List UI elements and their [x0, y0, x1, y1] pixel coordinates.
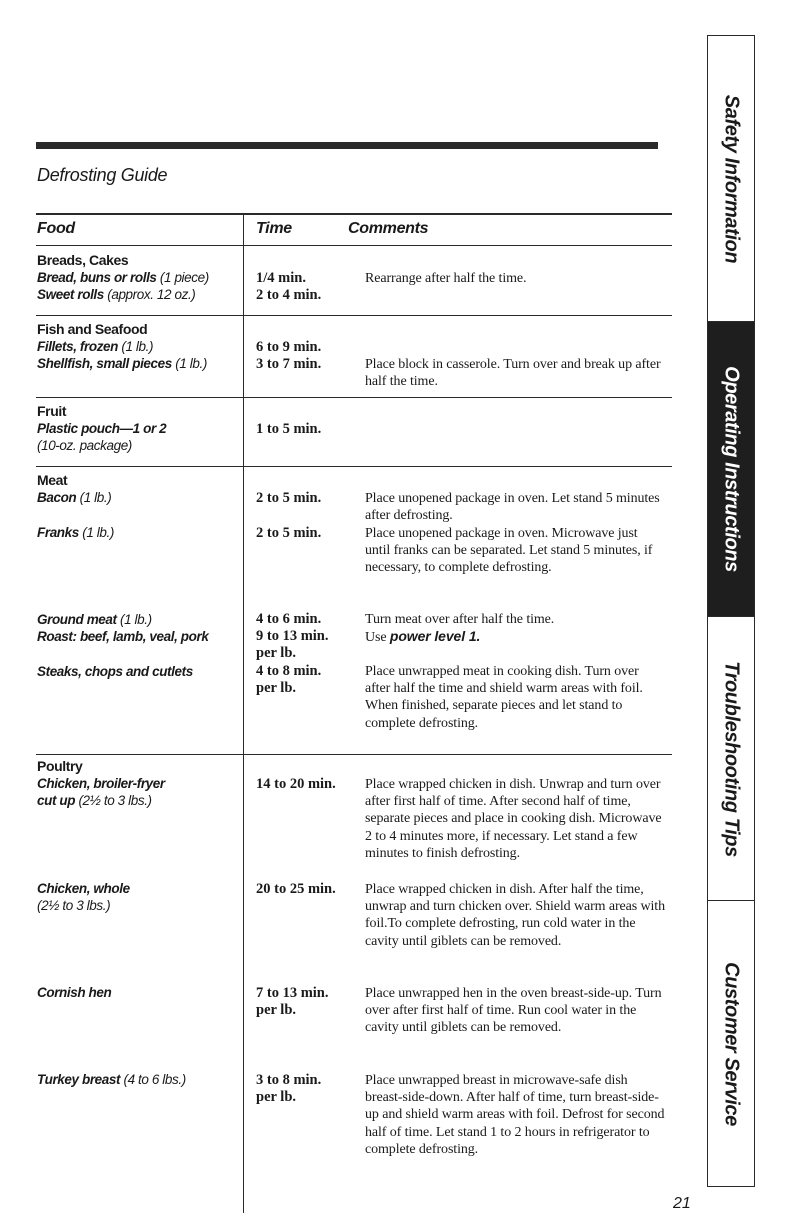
food-ground-meat: Ground meat (1 lb.)	[37, 612, 152, 627]
category-meat: Meat	[37, 472, 68, 488]
column-header-time: Time	[256, 220, 292, 237]
category-fruit: Fruit	[37, 403, 67, 419]
tab-safety-information[interactable]	[707, 35, 755, 322]
time-franks: 2 to 5 min.	[256, 525, 322, 541]
section-rule	[36, 754, 672, 755]
category-breads: Breads, Cakes	[37, 252, 129, 268]
section-rule	[36, 315, 672, 316]
comment-chicken-whole: Place wrapped chicken in dish. After half the time, unwrap and turn chicken over. Shield warm areas with foil.To complete defrosting, run cold water in the cavity until giblets can be removed.	[365, 882, 665, 949]
header-rule	[36, 245, 672, 246]
food-chicken-broiler-cut: cut up (2½ to 3 lbs.)	[37, 793, 152, 808]
comment-bacon: Place unopened package in oven. Let stand 5 minutes after defrosting.	[365, 491, 660, 524]
food-bread-buns-rolls: Bread, buns or rolls (1 piece)	[37, 270, 209, 285]
time-plastic-pouch: 1 to 5 min.	[256, 421, 322, 437]
time-bacon: 2 to 5 min.	[256, 490, 322, 506]
food-cornish-hen: Cornish hen	[37, 985, 112, 1000]
category-poultry: Poultry	[37, 758, 83, 774]
comment-breads: Rearrange after half the time.	[365, 271, 527, 286]
comment-turkey-breast: Place unwrapped breast in microwave-safe dish breast-side-down. After half of time, turn breast-side-up and shield warm areas with foil. Defrost for second half of time. Let stand 1 to 2 hours in refrigerator to complete defrosting.	[365, 1073, 665, 1157]
tab-label: Customer Service	[720, 961, 743, 1126]
time-ground-meat: 4 to 6 min.	[256, 611, 322, 627]
time-chicken-whole: 20 to 25 min.	[256, 881, 336, 897]
page-title: Defrosting Guide	[37, 165, 168, 185]
tab-troubleshooting-tips[interactable]	[707, 616, 755, 901]
food-shellfish: Shellfish, small pieces (1 lb.)	[37, 356, 207, 371]
column-divider	[243, 215, 244, 1213]
table-top-rule	[36, 213, 672, 215]
food-chicken-broiler: Chicken, broiler-fryer	[37, 776, 165, 791]
food-chicken-whole: Chicken, whole	[37, 881, 130, 896]
food-plastic-pouch: Plastic pouch—1 or 2	[37, 421, 167, 436]
section-rule	[36, 397, 672, 398]
tab-label: Troubleshooting Tips	[720, 660, 743, 857]
food-turkey-breast: Turkey breast (4 to 6 lbs.)	[37, 1072, 186, 1087]
food-steaks: Steaks, chops and cutlets	[37, 664, 193, 679]
comment-steaks: Place unwrapped meat in cooking dish. Turn over after half the time and shield warm areas with foil. When finished, separate pieces and let stand to complete defrosting.	[365, 664, 643, 731]
time-bread-buns-rolls: 1/4 min.	[256, 270, 306, 286]
time-roast: 9 to 13 min.	[256, 628, 329, 644]
time-shellfish: 3 to 7 min.	[256, 356, 322, 372]
tab-label: Safety Information	[720, 94, 743, 263]
comment-roast: Use power level 1.	[365, 628, 481, 645]
tab-label: Operating Instructions	[720, 366, 743, 572]
comment-ground-meat: Turn meat over after half the time.	[365, 612, 555, 627]
time-cornish-hen: 7 to 13 min.	[256, 985, 329, 1001]
comment-cornish-hen: Place unwrapped hen in the oven breast-side-up. Turn over after first half of time. Run cool water in the cavity until giblets can be removed.	[365, 986, 662, 1036]
time-turkey-breast: 3 to 8 min.	[256, 1072, 322, 1088]
food-bacon: Bacon (1 lb.)	[37, 490, 112, 505]
time-fillets-frozen: 6 to 9 min.	[256, 339, 322, 355]
food-plastic-pouch-qty: (10-oz. package)	[37, 438, 132, 453]
food-chicken-whole-qty: (2½ to 3 lbs.)	[37, 898, 111, 913]
column-header-comments: Comments	[348, 220, 429, 237]
food-franks: Franks (1 lb.)	[37, 525, 114, 540]
comment-chicken-broiler: Place wrapped chicken in dish. Unwrap and turn over after first half of time. After second half of time, separate pieces and place in cooking dish. Microwave 2 to 4 minutes more, if necessary. Let stand a few minutes to finish defrosting.	[365, 777, 662, 861]
tab-customer-service[interactable]	[707, 900, 755, 1187]
section-rule	[36, 466, 672, 467]
comment-franks: Place unopened package in oven. Microwave just until franks can be separated. Let stand 5 minutes, if necessary, to complete defrosting.	[365, 526, 653, 576]
category-fish: Fish and Seafood	[37, 321, 148, 337]
time-roast-unit: per lb.	[256, 645, 297, 661]
food-sweet-rolls: Sweet rolls (approx. 12 oz.)	[37, 287, 196, 302]
time-chicken-broiler: 14 to 20 min.	[256, 776, 336, 792]
time-turkey-breast-unit: per lb.	[256, 1089, 297, 1105]
time-steaks: 4 to 8 min.	[256, 663, 322, 679]
column-header-food: Food	[37, 220, 75, 237]
time-steaks-unit: per lb.	[256, 680, 297, 696]
comment-fish: Place block in casserole. Turn over and break up after half the time.	[365, 357, 661, 390]
time-cornish-hen-unit: per lb.	[256, 1002, 297, 1018]
food-fillets-frozen: Fillets, frozen (1 lb.)	[37, 339, 154, 354]
time-sweet-rolls: 2 to 4 min.	[256, 287, 322, 303]
food-roast: Roast: beef, lamb, veal, pork	[37, 629, 209, 644]
top-rule	[36, 142, 658, 149]
page-number: 21	[673, 1195, 691, 1212]
tab-operating-instructions[interactable]	[707, 321, 755, 617]
